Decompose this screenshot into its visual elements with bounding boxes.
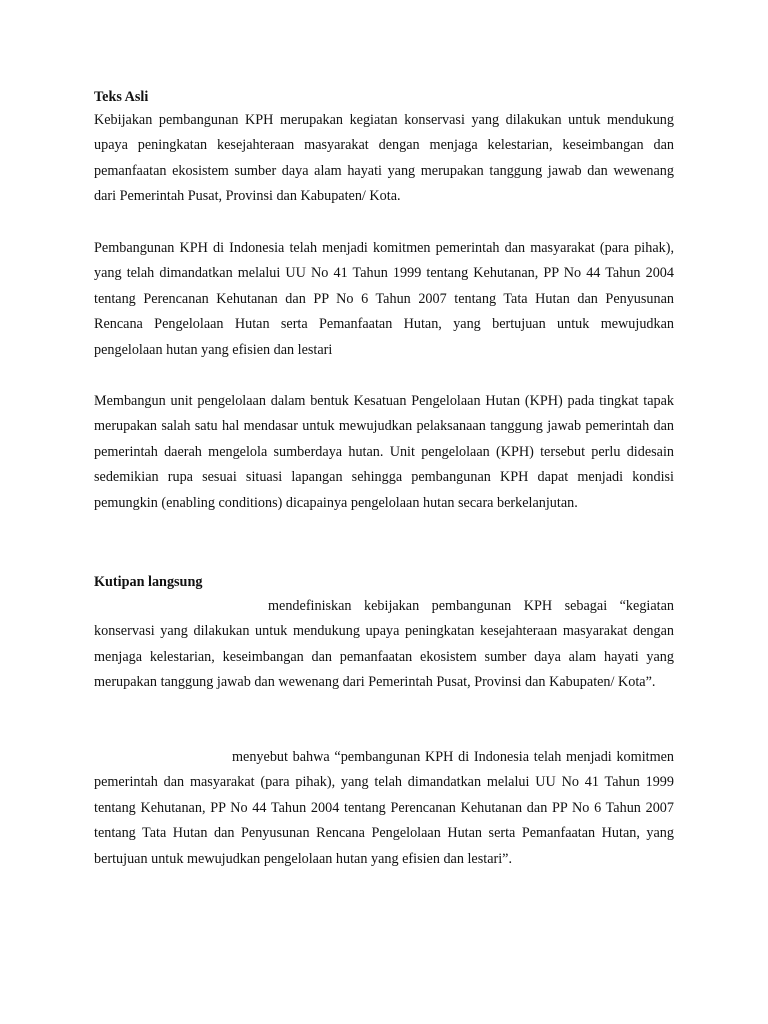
original-paragraph-1: Kebijakan pembangunan KPH merupakan kegiatan konservasi yang dilakukan untuk mendukung upaya peningkatan kesejahteraan masyarakat dengan menjaga kelestarian, keseimbangan dan pemanfaatan ekosistem sumber daya alam hayati yang merupakan tanggung jawab dan wewenang dari Pemerintah Pusat, Provinsi dan Kabupaten/ Kota. xyxy=(94,112,674,205)
original-text-heading: Teks Asli xyxy=(94,89,149,105)
original-paragraph-3: Membangun unit pengelolaan dalam bentuk Kesatuan Pengelolaan Hutan (KPH) pada tingkat tapak merupakan salah satu hal mendasar untuk mewujudkan pelaksanaan tanggung jawab pemerintah dan pemerintah daerah mengelola sumberdaya hutan. Unit pengelolaan (KPH) tersebut perlu didesain sedemikian rupa sesuai situasi lapangan sehingga pembangunan KPH dapat menjadi kondisi pemungkin (enabling conditions) dicapainya pengelolaan hutan secara berkelanjutan. xyxy=(94,393,674,511)
direct-quote-heading: Kutipan langsung xyxy=(94,574,203,590)
original-paragraph-2: Pembangunan KPH di Indonesia telah menjadi komitmen pemerintah dan masyarakat (para pihak), yang telah dimandatkan melalui UU No 41 Tahun 1999 tentang Kehutanan, PP No 44 Tahun 2004 tentang Perencanan Kehutanan dan PP No 6 Tahun 2007 tentang Tata Hutan dan Penyusunan Rencana Pengelolaan Hutan serta Pemanfaatan Hutan, yang bertujuan untuk mewujudkan pengelolaan hutan yang efisien dan lestari xyxy=(94,240,674,358)
quote-paragraph-1: mendefiniskan kebijakan pembangunan KPH sebagai “kegiatan konservasi yang dilakukan untuk mendukung upaya peningkatan kesejahteraan masyarakat dengan menjaga kelestarian, keseimbangan dan pemanfaatan ekosistem sumber daya alam hayati yang merupakan tanggung jawab dan wewenang dari Pemerintah Pusat, Provinsi dan Kabupaten/ Kota”. xyxy=(94,598,674,691)
quote-paragraph-2: menyebut bahwa “pembangunan KPH di Indonesia telah menjadi komitmen pemerintah dan masyarakat (para pihak), yang telah dimandatkan melalui UU No 41 Tahun 1999 tentang Kehutanan, PP No 44 Tahun 2004 tentang Perencanan Kehutanan dan PP No 6 Tahun 2007 tentang Tata Hutan dan Penyusunan Rencana Pengelolaan Hutan serta Pemanfaatan Hutan, yang bertujuan untuk mewujudkan pengelolaan hutan yang efisien dan lestari”. xyxy=(94,749,674,867)
